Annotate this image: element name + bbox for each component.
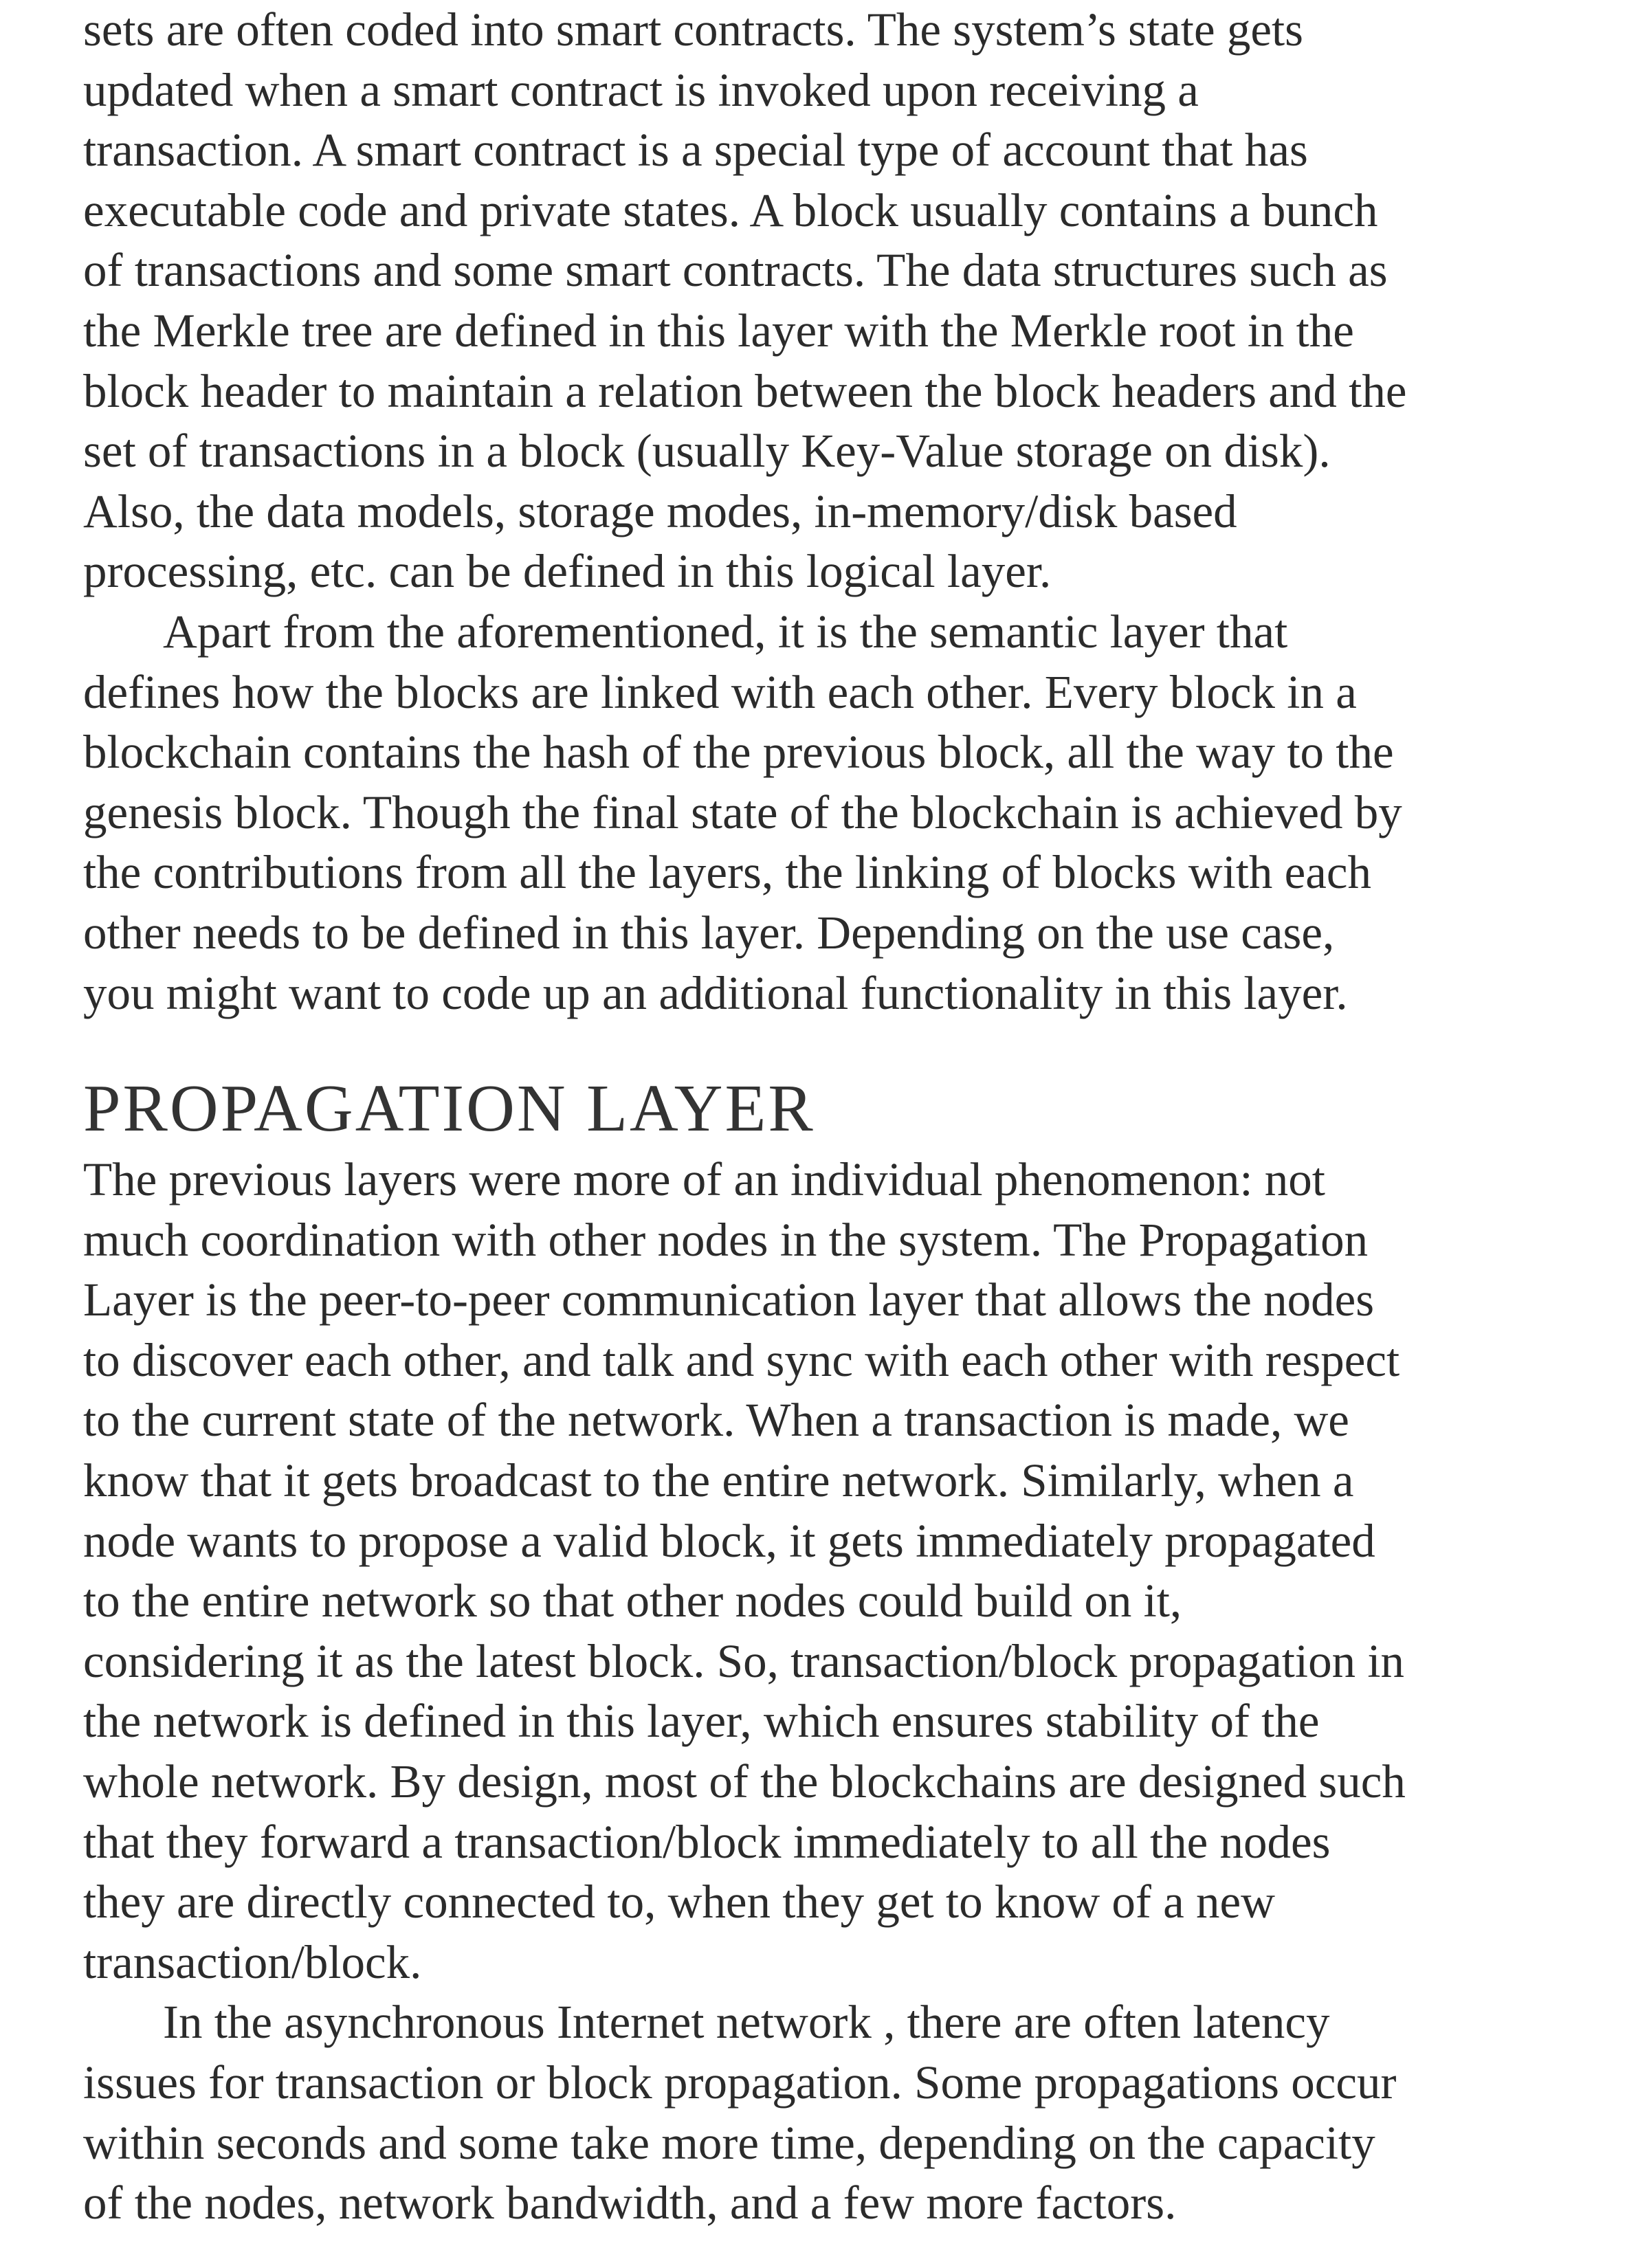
text-line: node wants to propose a valid block, it gets immediately propagated — [83, 1514, 1375, 1567]
text-line: considering it as the latest block. So, transaction/block propagation in — [83, 1634, 1404, 1687]
text-line: blockchain contains the hash of the previous block, all the way to the — [83, 726, 1394, 779]
paragraph-block-linking — [83, 602, 1554, 1023]
text-line: to the entire network so that other nodes could build on it, — [83, 1575, 1182, 1627]
text-line: Apart from the aforementioned, it is the semantic layer that — [163, 605, 1288, 658]
text-line: In the asynchronous Internet network , there are often latency — [163, 1996, 1330, 2049]
text-line: the network is defined in this layer, which ensures stability of the — [83, 1695, 1320, 1748]
text-line: they are directly connected to, when they get to know of a new — [83, 1876, 1275, 1928]
text-line: know that it gets broadcast to the entire network. Similarly, when a — [83, 1454, 1354, 1507]
text-line: block header to maintain a relation between the block headers and the — [83, 364, 1407, 417]
text-line: other needs to be defined in this layer. Depending on the use case, — [83, 906, 1335, 959]
text-line: of transactions and some smart contracts. The data structures such as — [83, 244, 1388, 297]
text-line: Layer is the peer-to-peer communication layer that allows the nodes — [83, 1274, 1375, 1326]
paragraph-propagation-intro — [83, 1150, 1554, 1992]
text-line: the contributions from all the layers, the linking of blocks with each — [83, 846, 1372, 899]
text-line: Also, the data models, storage modes, in-memory/disk based — [83, 485, 1237, 537]
text-line: sets are often coded into smart contracts. The system’s state gets — [83, 3, 1303, 56]
section-spacer — [83, 1023, 1554, 1067]
text-line: that they forward a transaction/block immediately to all the nodes — [83, 1815, 1331, 1868]
text-line: set of transactions in a block (usually Key-Value storage on disk). — [83, 425, 1331, 478]
text-line: updated when a smart contract is invoked upon receiving a — [83, 63, 1199, 116]
text-line: within seconds and some take more time, depending on the capacity — [83, 2116, 1375, 2169]
text-line: whole network. By design, most of the blockchains are designed such — [83, 1755, 1406, 1808]
text-line: transaction. A smart contract is a special type of account that has — [83, 124, 1308, 177]
paragraph-propagation-latency — [83, 1992, 1554, 2233]
text-line: defines how the blocks are linked with each other. Every block in a — [83, 665, 1357, 718]
text-line: issues for transaction or block propagation. Some propagations occur — [83, 2056, 1397, 2109]
section-heading: PROPAGATION LAYER — [83, 1071, 815, 1146]
text-line: The previous layers were more of an individual phenomenon: not — [83, 1153, 1325, 1206]
text-line: you might want to code up an additional functionality in this layer. — [83, 966, 1348, 1019]
text-line: to the current state of the network. When a transaction is made, we — [83, 1394, 1349, 1447]
text-line: much coordination with other nodes in the system. The Propagation — [83, 1213, 1369, 1266]
text-line: of the nodes, network bandwidth, and a few more factors. — [83, 2177, 1177, 2230]
text-line: executable code and private states. A block usually contains a bunch — [83, 184, 1378, 236]
text-line: genesis block. Though the final state of the blockchain is achieved by — [83, 786, 1402, 838]
text-line: processing, etc. can be defined in this logical layer. — [83, 545, 1052, 598]
text-line: to discover each other, and talk and sync with each other with respect — [83, 1333, 1400, 1386]
paragraph-semantic-layer-continued — [83, 0, 1554, 602]
document-page — [83, 0, 1554, 2234]
text-line: transaction/block. — [83, 1935, 422, 1988]
text-line: the Merkle tree are defined in this layer with the Merkle root in the — [83, 304, 1354, 357]
